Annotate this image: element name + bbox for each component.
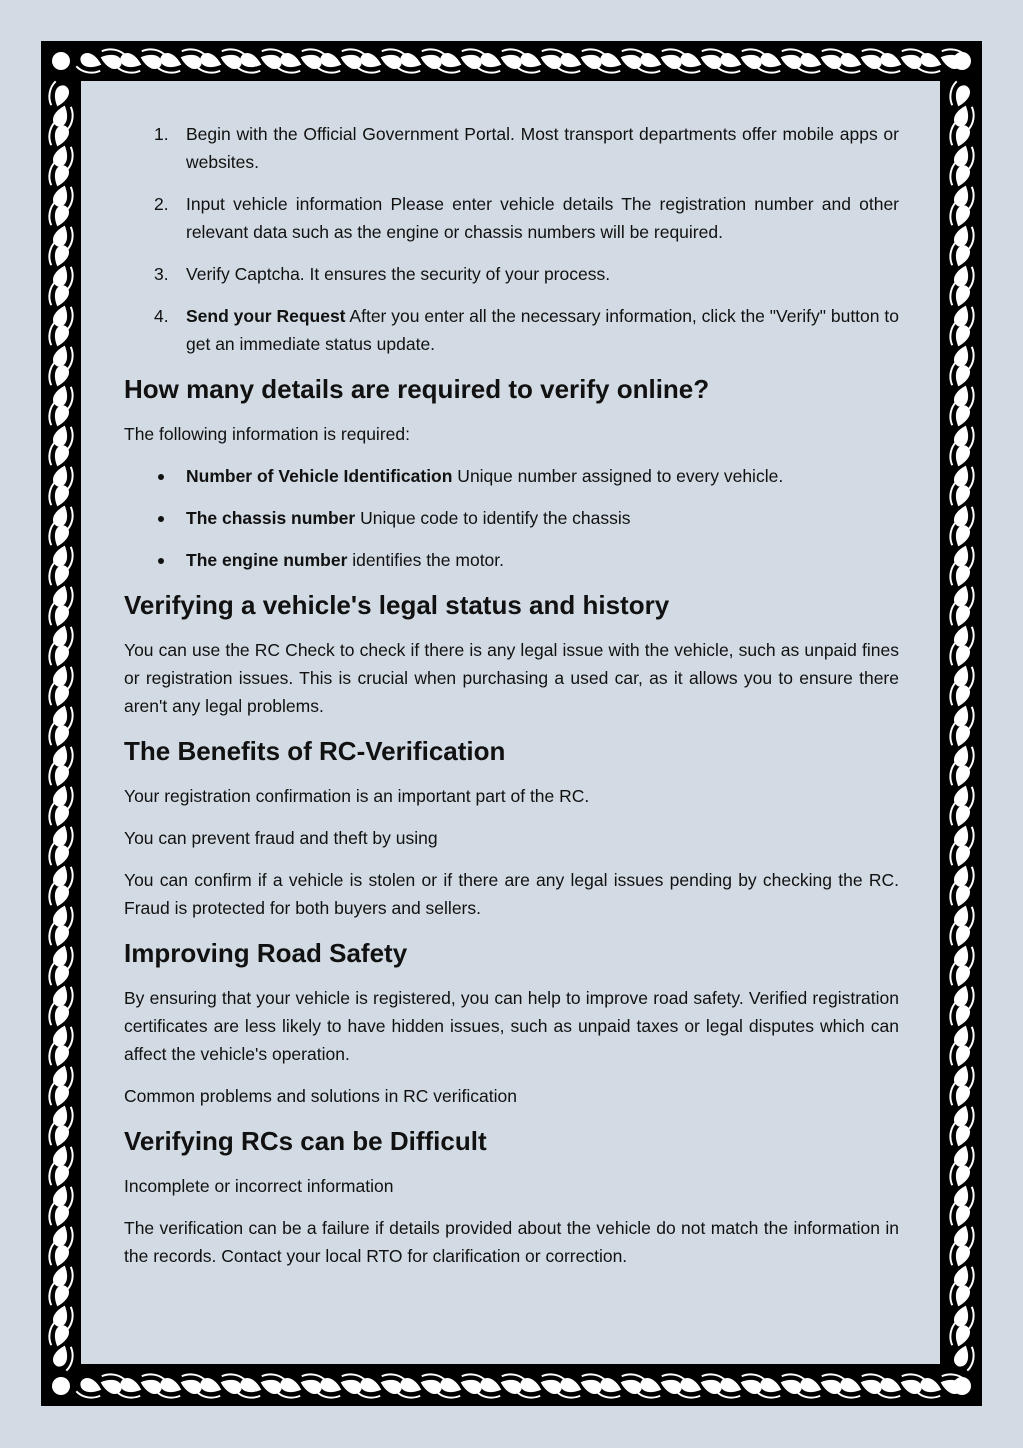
paragraph: By ensuring that your vehicle is registered, you can help to improve road safety. Verified registration certificates are less likely to have hidden issues, such as unpaid taxes or legal disputes which can affect the vehicle's operation. bbox=[124, 988, 899, 1064]
list-item: The chassis number Unique code to identify the chassis bbox=[124, 504, 899, 532]
list-item: 2. Input vehicle information Please enter vehicle details The registration number and other relevant data such as the engine or chassis numbers will be required. bbox=[154, 194, 899, 242]
steps-list bbox=[124, 120, 899, 358]
paragraph: Your registration confirmation is an important part of the RC. bbox=[124, 786, 590, 806]
paragraph: Incomplete or incorrect information bbox=[124, 1176, 394, 1196]
list-item: 1. Begin with the Official Government Portal. Most transport departments offer mobile apps or websites. bbox=[154, 124, 899, 172]
section-heading: Improving Road Safety bbox=[124, 938, 408, 968]
paragraph: The following information is required: bbox=[124, 424, 410, 444]
list-item: Number of Vehicle Identification Unique number assigned to every vehicle. bbox=[124, 462, 899, 490]
paragraph: Common problems and solutions in RC verification bbox=[124, 1086, 517, 1106]
bullet-list bbox=[124, 462, 899, 574]
document-body bbox=[124, 120, 899, 1284]
section-heading: The Benefits of RC-Verification bbox=[124, 736, 506, 766]
paragraph: You can use the RC Check to check if there is any legal issue with the vehicle, such as unpaid fines or registration issues. This is crucial when purchasing a used car, as it allows you to ensure there aren't any legal problems. bbox=[124, 640, 899, 716]
section-heading: Verifying a vehicle's legal status and history bbox=[124, 590, 670, 620]
paragraph: The verification can be a failure if details provided about the vehicle do not match the information in the records. Contact your local RTO for clarification or correction. bbox=[124, 1218, 899, 1266]
section-heading: How many details are required to verify online? bbox=[124, 374, 710, 404]
paragraph: You can prevent fraud and theft by using bbox=[124, 828, 438, 848]
list-item: 4. Send your Request After you enter all the necessary information, click the "Verify" button to get an immediate status update. bbox=[154, 306, 899, 354]
section-heading: Verifying RCs can be Difficult bbox=[124, 1126, 487, 1156]
paragraph: You can confirm if a vehicle is stolen or if there are any legal issues pending by checking the RC. Fraud is protected for both buyers and sellers. bbox=[124, 870, 899, 918]
list-item: The engine number identifies the motor. bbox=[124, 546, 899, 574]
list-item: 3. Verify Captcha. It ensures the security of your process. bbox=[154, 264, 611, 284]
